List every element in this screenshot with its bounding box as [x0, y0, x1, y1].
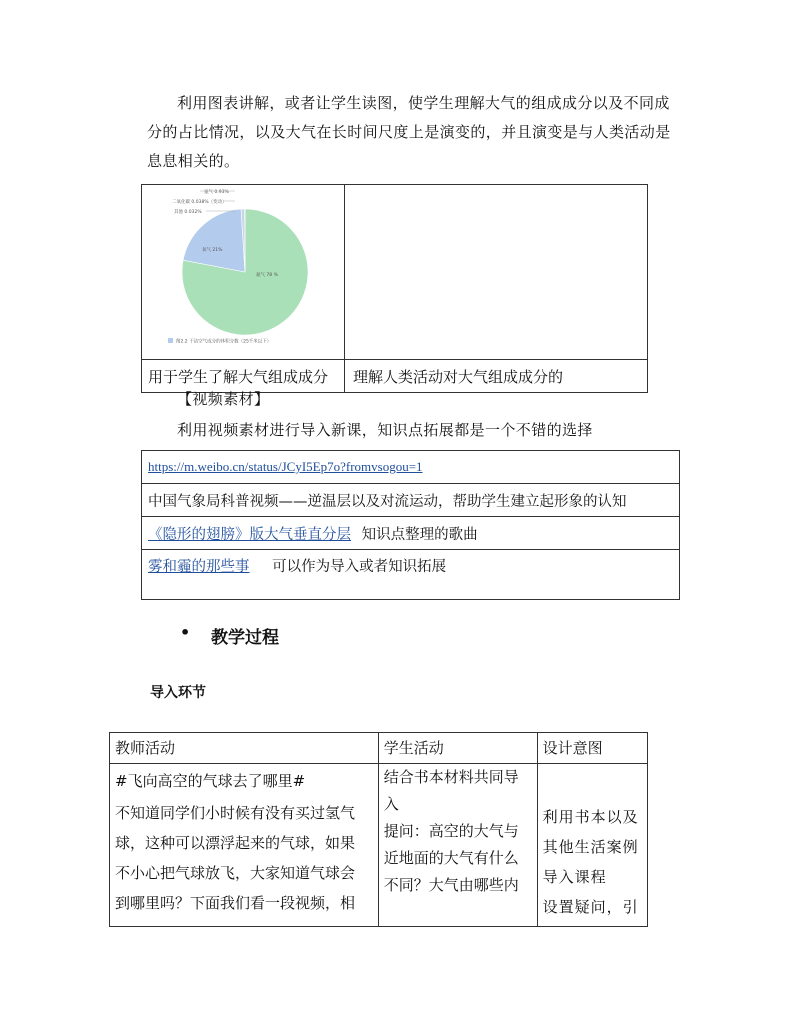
teacher-line: 不小心把气球放飞，大家知道气球会 — [115, 864, 356, 882]
figure-table — [141, 184, 648, 393]
design-line: 导入课程 — [542, 868, 607, 886]
teacher-topic: #飞向高空的气球去了哪里# — [115, 772, 306, 790]
composition-pie-chart — [142, 185, 344, 355]
video-row — [142, 517, 680, 550]
teacher-line: 到哪里吗？下面我们看一段视频，相 — [115, 894, 356, 912]
student-line: 不同？大气由哪些内 — [383, 876, 519, 894]
song-link[interactable]: 《隐形的翅膀》版大气垂直分层 — [148, 526, 351, 543]
label-argon: 氩气 0.93% — [204, 190, 229, 195]
caption-swatch — [168, 338, 173, 343]
student-activity-cell — [378, 764, 537, 927]
intro-activity-table — [109, 732, 648, 927]
subsection-title: 导入环节 — [150, 685, 206, 701]
video-heading: 【视频素材】 — [177, 390, 270, 408]
student-line: 入 — [383, 795, 399, 813]
bullet: • — [180, 623, 191, 642]
video-intro: 利用视频素材进行导入新课，知识点拓展都是一个不错的选择 — [177, 421, 593, 439]
chart-caption: 图2.2 干洁空气成分的体积分数（25千米以下） — [176, 339, 272, 345]
student-line: 提问：高空的大气与 — [383, 822, 519, 840]
label-other: 其他 0.032% — [174, 210, 202, 215]
intro-line-3: 息息相关的。 — [147, 152, 240, 170]
label-oxygen: 氧气 21% — [202, 248, 223, 253]
video-row — [142, 451, 680, 484]
header-teacher: 教师活动 — [110, 733, 379, 764]
design-line: 其他生活案例 — [542, 838, 639, 856]
video-row — [142, 484, 680, 517]
intro-line-1: 利用图表讲解，或者让学生读图，使学生理解大气的组成成分以及不同成 — [177, 94, 670, 112]
design-line: 设置疑问，引 — [542, 898, 639, 916]
student-line: 结合书本材料共同导 — [383, 768, 519, 786]
teacher-activity-cell — [110, 764, 379, 927]
teacher-line: 球，这种可以漂浮起来的气球，如果 — [115, 834, 356, 852]
fog-haze-link[interactable]: 雾和霾的那些事 — [148, 559, 250, 575]
header-design: 设计意图 — [537, 733, 647, 764]
video-row — [142, 550, 680, 600]
intro-line-2: 分的占比情况，以及大气在长时间尺度上是演变的，并且演变是与人类活动是 — [147, 123, 671, 141]
design-intent-cell — [537, 764, 647, 927]
right-caption: 理解人类活动对大气组成成分的 — [345, 360, 648, 393]
teacher-line: 不知道同学们小时候有没有买过氢气 — [115, 804, 356, 822]
empty-cell — [345, 185, 648, 360]
student-line: 近地面的大气有什么 — [383, 849, 519, 867]
video-row-text: 可以作为导入或者知识拓展 — [272, 559, 447, 575]
label-co2: 二氧化碳 0.038%（变动） — [172, 200, 227, 205]
intro-paragraph — [147, 89, 687, 176]
left-caption: 用于学生了解大气组成成分 — [142, 360, 345, 393]
chart-cell — [142, 185, 345, 360]
video-table — [141, 450, 680, 600]
video-row-text: 知识点整理的歌曲 — [361, 526, 478, 543]
weibo-video-link[interactable]: https://m.weibo.cn/status/JCyI5Ep7o?fromvsogou=1 — [148, 459, 423, 474]
video-row-text: 中国气象局科普视频——逆温层以及对流运动，帮助学生建立起形象的认知 — [148, 493, 627, 510]
label-nitrogen: 氮气 78 % — [256, 273, 278, 278]
section-title: 教学过程 — [211, 628, 279, 648]
header-student: 学生活动 — [378, 733, 537, 764]
design-line: 利用书本以及 — [542, 808, 639, 826]
